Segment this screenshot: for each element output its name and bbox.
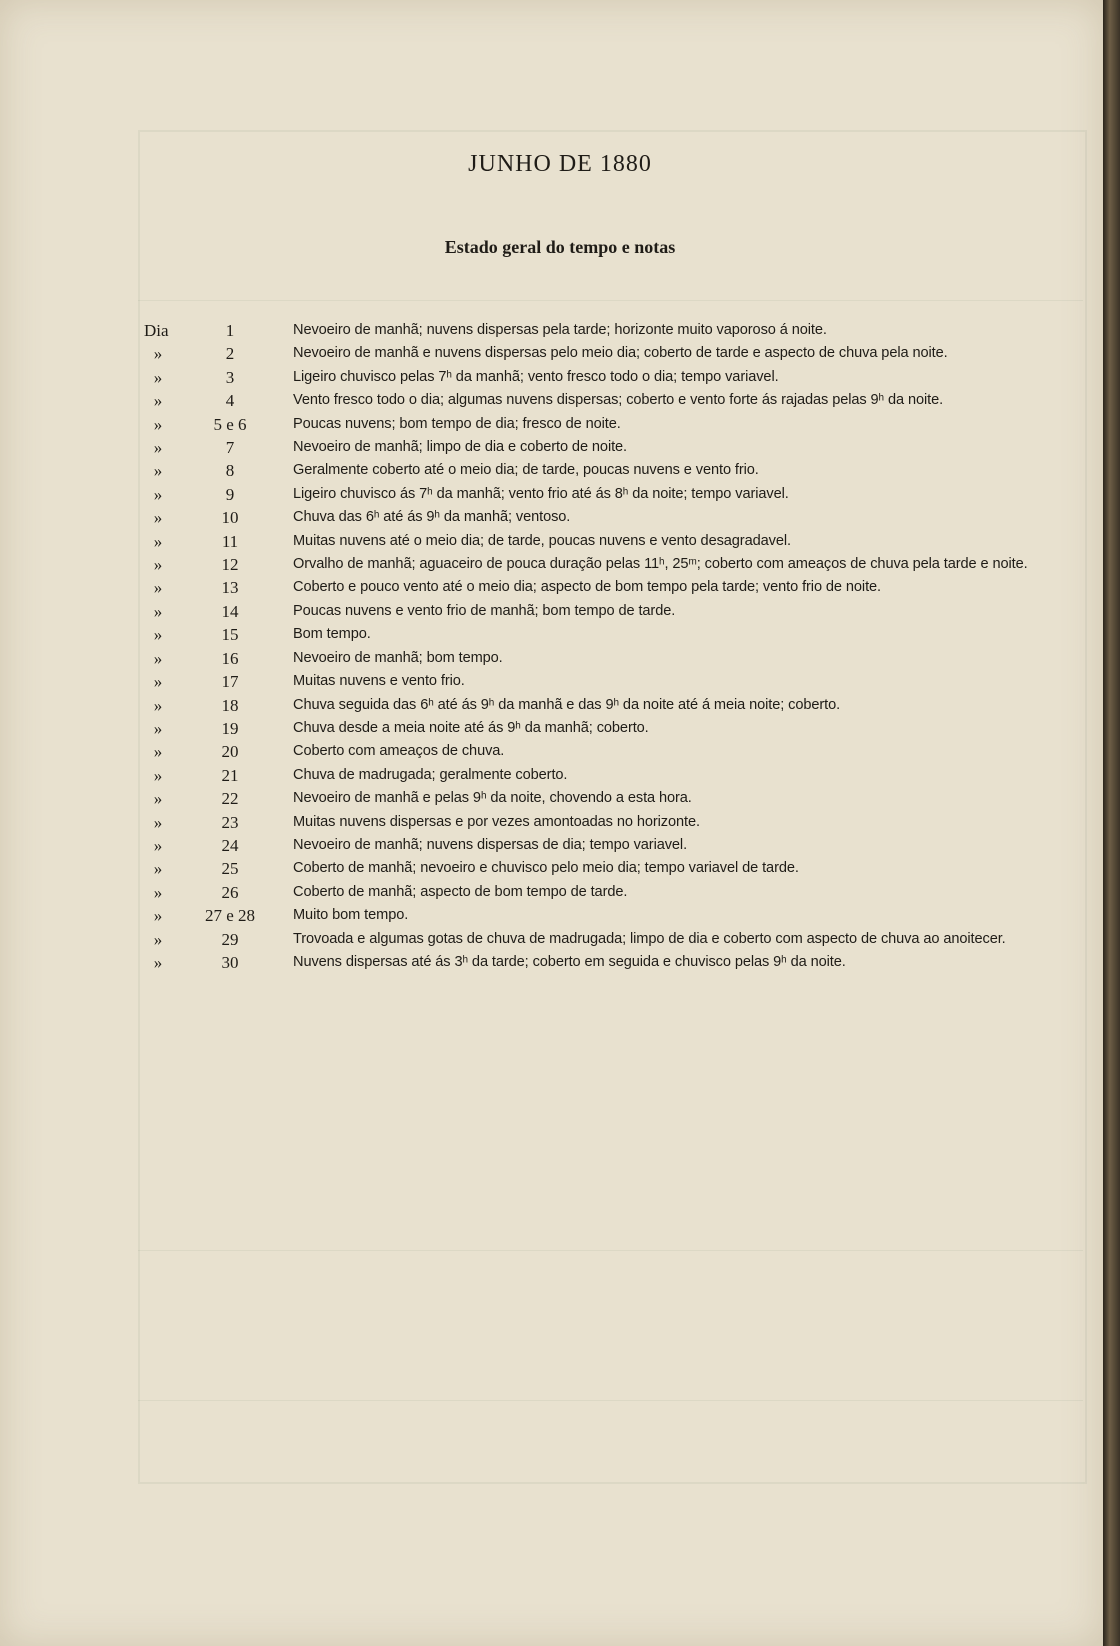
weather-note: Chuva seguida das 6ʰ até ás 9ʰ da manhã e das 9ʰ da noite até á meia noite; coberto.: [293, 696, 841, 713]
list-item: [0, 787, 1103, 810]
ditto-mark: »: [153, 555, 163, 575]
day-number: 19: [221, 718, 239, 738]
ditto-mark: »: [153, 906, 163, 926]
ditto-mark: »: [153, 367, 163, 387]
list-item: [0, 436, 1103, 459]
weather-note: Coberto com ameaços de chuva.: [293, 743, 505, 760]
list-item: [0, 670, 1103, 693]
day-label: Dia: [144, 321, 169, 340]
weather-note: Nevoeiro de manhã; bom tempo.: [293, 649, 503, 666]
page-title: JUNHO DE 1880: [468, 151, 652, 177]
weather-note: Nevoeiro de manhã e pelas 9ʰ da noite, chovendo a esta hora.: [293, 790, 692, 807]
weather-note: Coberto de manhã; nevoeiro e chuvisco pelo meio dia; tempo variavel de tarde.: [293, 860, 799, 877]
list-item: [0, 811, 1103, 834]
bleed-through-line: [138, 1400, 1083, 1401]
weather-note: Geralmente coberto até o meio dia; de tarde, poucas nuvens e vento frio.: [293, 462, 759, 479]
weather-note: Vento fresco todo o dia; algumas nuvens dispersas; coberto e vento forte ás rajadas pelas 9ʰ da noite.: [293, 392, 944, 409]
day-number: 1: [225, 321, 235, 340]
ditto-mark: »: [153, 718, 163, 738]
ditto-mark: »: [153, 578, 163, 598]
ditto-mark: »: [153, 461, 163, 481]
list-item: [0, 576, 1103, 599]
list-item: [0, 530, 1103, 553]
list-item: [0, 459, 1103, 482]
day-number: 10: [221, 508, 239, 528]
weather-note: Muitas nuvens e vento frio.: [293, 673, 465, 690]
list-item: [0, 647, 1103, 670]
weather-note: Trovoada e algumas gotas de chuva de madrugada; limpo de dia e coberto com aspecto de chuva ao anoitecer.: [293, 930, 1006, 947]
ditto-mark: »: [153, 812, 163, 832]
weather-note: Nevoeiro de manhã; limpo de dia e coberto de noite.: [293, 439, 628, 456]
ditto-mark: »: [153, 742, 163, 762]
ditto-mark: »: [153, 695, 163, 715]
weather-note: Poucas nuvens e vento frio de manhã; bom tempo de tarde.: [293, 602, 676, 619]
day-number: 3: [225, 367, 235, 387]
weather-note: Poucas nuvens; bom tempo de dia; fresco de noite.: [293, 415, 621, 432]
list-item: [0, 717, 1103, 740]
weather-note: Ligeiro chuvisco ás 7ʰ da manhã; vento frio até ás 8ʰ da noite; tempo variavel.: [293, 485, 789, 502]
list-item: [0, 694, 1103, 717]
weather-note: Muito bom tempo.: [293, 907, 409, 924]
day-number: 29: [221, 929, 239, 949]
list-item: [0, 366, 1103, 389]
weather-note: Nuvens dispersas até ás 3ʰ da tarde; coberto em seguida e chuvisco pelas 9ʰ da noite.: [293, 953, 846, 970]
list-item: [0, 389, 1103, 412]
list-item: [0, 764, 1103, 787]
ditto-mark: »: [153, 344, 163, 364]
ditto-mark: »: [153, 438, 163, 458]
list-item: [0, 857, 1103, 880]
day-number: 21: [221, 765, 239, 785]
weather-note: Nevoeiro de manhã; nuvens dispersas de dia; tempo variavel.: [293, 836, 688, 853]
day-number: 14: [221, 601, 239, 621]
ditto-mark: »: [153, 484, 163, 504]
weather-note: Chuva de madrugada; geralmente coberto.: [293, 766, 568, 783]
day-number: 27 e 28: [204, 906, 256, 926]
ditto-mark: »: [153, 601, 163, 621]
day-number: 12: [221, 555, 239, 575]
ditto-mark: »: [153, 835, 163, 855]
weather-note: Chuva das 6ʰ até ás 9ʰ da manhã; ventoso.: [293, 509, 571, 526]
list-item: [0, 553, 1103, 576]
weather-note: Ligeiro chuvisco pelas 7ʰ da manhã; vento fresco todo o dia; tempo variavel.: [293, 368, 779, 385]
day-number: 16: [221, 648, 239, 668]
list-item: [0, 928, 1103, 951]
weather-note: Muitas nuvens dispersas e por vezes amontoadas no horizonte.: [293, 813, 700, 830]
list-item: [0, 319, 1103, 342]
day-number: 26: [221, 882, 239, 902]
book-spine-edge: [1103, 0, 1120, 1646]
ditto-mark: »: [153, 648, 163, 668]
weather-note: Orvalho de manhã; aguaceiro de pouca duração pelas 11ʰ, 25ᵐ; coberto com ameaços de chuva pela tarde e noite.: [293, 556, 1028, 573]
day-number: 20: [221, 742, 239, 762]
list-item: [0, 600, 1103, 623]
ditto-mark: »: [153, 531, 163, 551]
day-number: 30: [221, 952, 239, 972]
weather-note: Nevoeiro de manhã e nuvens dispersas pelo meio dia; coberto de tarde e aspecto de chuva pela noite.: [293, 345, 948, 362]
list-item: [0, 623, 1103, 646]
day-number: 9: [225, 484, 235, 504]
day-number: 18: [221, 695, 239, 715]
weather-note: Coberto e pouco vento até o meio dia; aspecto de bom tempo pela tarde; vento frio de noite.: [293, 579, 882, 596]
list-item: [0, 740, 1103, 763]
list-item: [0, 342, 1103, 365]
list-item: [0, 881, 1103, 904]
ditto-mark: »: [153, 929, 163, 949]
weather-notes-list: [0, 319, 1103, 974]
weather-note: Muitas nuvens até o meio dia; de tarde, poucas nuvens e vento desagradavel.: [293, 532, 791, 549]
ditto-mark: »: [153, 952, 163, 972]
day-number: 5 e 6: [213, 414, 247, 434]
list-item: [0, 506, 1103, 529]
day-number: 15: [221, 625, 239, 645]
ditto-mark: »: [153, 789, 163, 809]
ditto-mark: »: [153, 508, 163, 528]
ditto-mark: »: [153, 391, 163, 411]
list-item: [0, 413, 1103, 436]
list-item: [0, 904, 1103, 927]
day-number: 4: [225, 391, 235, 411]
section-heading: Estado geral do tempo e notas: [444, 237, 676, 257]
day-number: 7: [225, 438, 235, 458]
ditto-mark: »: [153, 882, 163, 902]
day-number: 25: [221, 859, 239, 879]
day-number: 22: [221, 789, 239, 809]
list-item: [0, 834, 1103, 857]
day-number: 24: [221, 835, 239, 855]
list-item: [0, 951, 1103, 974]
ditto-mark: »: [153, 672, 163, 692]
weather-note: Chuva desde a meia noite até ás 9ʰ da manhã; coberto.: [293, 719, 649, 736]
ditto-mark: »: [153, 859, 163, 879]
day-number: 13: [221, 578, 239, 598]
weather-note: Coberto de manhã; aspecto de bom tempo de tarde.: [293, 883, 628, 900]
weather-note: Nevoeiro de manhã; nuvens dispersas pela tarde; horizonte muito vaporoso á noite.: [293, 322, 827, 338]
list-item: [0, 483, 1103, 506]
day-number: 23: [221, 812, 239, 832]
bleed-through-line: [138, 1250, 1083, 1251]
ditto-mark: »: [153, 765, 163, 785]
day-number: 8: [225, 461, 235, 481]
day-number: 17: [221, 672, 239, 692]
ditto-mark: »: [153, 625, 163, 645]
bleed-through-line: [138, 300, 1083, 301]
weather-note: Bom tempo.: [293, 626, 371, 643]
day-number: 11: [221, 531, 239, 551]
day-number: 2: [225, 344, 235, 364]
ditto-mark: »: [153, 414, 163, 434]
